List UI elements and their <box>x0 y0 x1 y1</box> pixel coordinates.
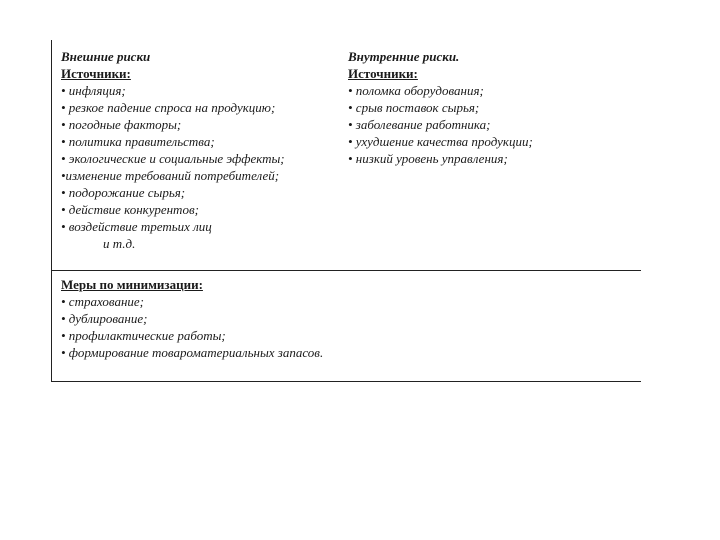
list-item: • инфляция; <box>61 83 126 98</box>
internal-risks-title: Внутренние риски. <box>348 49 460 64</box>
list-item: • дублирование; <box>61 311 148 326</box>
list-item: • низкий уровень управления; <box>348 151 508 166</box>
list-item: •изменение требований потребителей; <box>61 168 280 183</box>
list-item: • воздействие третьих лиц <box>61 219 212 234</box>
list-item: • срыв поставок сырья; <box>348 100 480 115</box>
list-item: • резкое падение спроса на продукцию; <box>61 100 276 115</box>
external-risks-cell <box>61 48 351 252</box>
internal-risks-cell <box>348 48 638 167</box>
external-sources-label: Источники: <box>61 66 131 81</box>
list-item: • действие конкурентов; <box>61 202 199 217</box>
internal-sources-label: Источники: <box>348 66 418 81</box>
list-item: • страхование; <box>61 294 145 309</box>
measures-title: Меры по минимизации: <box>61 277 203 292</box>
list-item: • формирование товароматериальных запасов. <box>61 345 324 360</box>
list-item: • ухудшение качества продукции; <box>348 134 533 149</box>
minimization-measures-cell <box>61 276 621 361</box>
list-item: • заболевание работника; <box>348 117 491 132</box>
list-item: и т.д. <box>103 236 136 251</box>
table-row-divider <box>51 270 641 271</box>
risk-table <box>51 40 641 382</box>
list-item: • политика правительства; <box>61 134 215 149</box>
list-item: • экологические и социальные эффекты; <box>61 151 285 166</box>
list-item: • подорожание сырья; <box>61 185 186 200</box>
list-item: • поломка оборудования; <box>348 83 484 98</box>
table-bottom-border <box>51 381 641 382</box>
table-left-border <box>51 40 52 382</box>
list-item: • профилактические работы; <box>61 328 226 343</box>
measures-list <box>61 293 621 361</box>
external-risks-title: Внешние риски <box>61 49 151 64</box>
list-item: • погодные факторы; <box>61 117 182 132</box>
external-sources-list <box>61 82 351 252</box>
internal-sources-list <box>348 82 638 167</box>
